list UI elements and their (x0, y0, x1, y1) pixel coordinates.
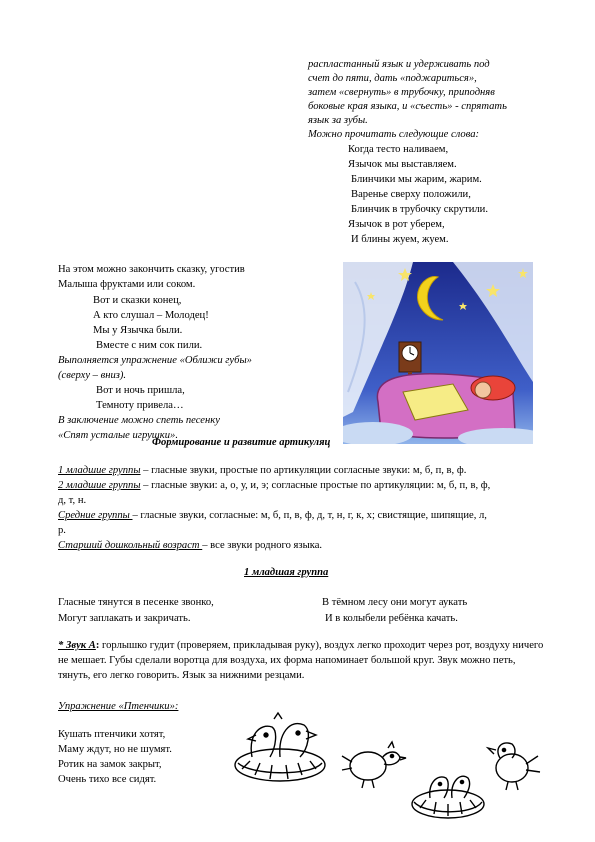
poem-line: Вот и сказки конец, (93, 295, 182, 306)
bird-illustration (482, 736, 544, 792)
poem-line: Темноту привела… (96, 400, 184, 411)
group-text-cont: р. (58, 525, 66, 536)
poem-line: Когда тесто наливаем, (348, 144, 449, 155)
top-italic-line: Можно прочитать следующие слова: (308, 129, 480, 140)
poem-line: А кто слушал – Молодец! (93, 310, 209, 321)
group-text: – гласные звуки, согласные: м, б, п, в, ф, д, т, н, г, к, х; свистящие, шипящие, л, (132, 510, 487, 521)
bird-illustration (338, 740, 408, 790)
group-label: 1 младшие группы (58, 465, 141, 476)
sound-a-paragraph (58, 638, 546, 683)
poem-line: Вот и ночь пришла, (96, 385, 185, 396)
group-text-cont: д, т, н. (58, 495, 87, 506)
group-item (58, 539, 322, 552)
poem-line: Мы у Язычка были. (93, 325, 183, 336)
vowels-line: В тёмном лесу они могут аукать (322, 597, 468, 608)
intro-line: На этом можно закончить сказку, угостив (58, 264, 245, 275)
intro-line: Малыша фруктами или соком. (58, 279, 196, 290)
chicks-line: Ротик на замок закрыт, (58, 759, 162, 770)
section-heading: Формирование и развитие артикуляц (152, 437, 331, 448)
group-item (58, 509, 487, 522)
exercise-title: Упражнение «Птенчики»: (58, 701, 179, 712)
sound-a-text: горлышко гудит (проверяем, прикладывая руку), воздух легко проходит через рот, воздуху ничего не мешает. Губы сделали воротца для воздуха, их форма напоминает большой круг. Звук можно петь, тянуть, его легко говорить. Язык за нижними резцами. (58, 640, 544, 681)
subheading: 1 младшая группа (244, 567, 329, 578)
vowels-line: Могут заплакать и закричать. (58, 613, 191, 624)
poem-line: Варенье сверху положили, (351, 189, 471, 200)
exercise-line: (сверху – вниз). (58, 370, 127, 381)
sound-a-label: * Звук А (58, 640, 96, 651)
top-italic-line: затем «свернуть» в трубочку, приподняв (308, 87, 495, 98)
group-text: – гласные звуки, простые по артикуляции согласные звуки: м, б, п, в, ф. (140, 465, 467, 476)
birds-nest-illustration (408, 760, 488, 822)
chicks-line: Маму ждут, но не шумят. (58, 744, 172, 755)
vowels-line: И в колыбели ребёнка качать. (325, 613, 458, 624)
group-text: – все звуки родного языка. (202, 540, 323, 551)
vowels-line: Гласные тянутся в песенке звонко, (58, 597, 214, 608)
sound-a-colon: : (95, 640, 100, 651)
top-italic-line: счет до пяти, дать «поджариться», (308, 73, 477, 84)
night-bed-illustration (343, 262, 533, 444)
group-item (58, 464, 466, 477)
poem-line: Блинчики мы жарим, жарим. (351, 174, 482, 185)
poem-line: Язычок в рот уберем, (348, 219, 445, 230)
group-item (58, 479, 490, 492)
song-line: «Спят усталые игрушки». (58, 430, 178, 441)
chicks-line: Кушать птенчики хотят, (58, 729, 166, 740)
poem-line: Вместе с ним сок пили. (96, 340, 203, 351)
poem-line: И блины жуем, жуем. (351, 234, 449, 245)
top-italic-line: язык за зубы. (308, 115, 368, 126)
chicks-line: Очень тихо все сидят. (58, 774, 157, 785)
poem-line: Язычок мы выставляем. (348, 159, 457, 170)
top-italic-line: распластанный язык и удерживать под (308, 59, 490, 70)
birds-nest-illustration (230, 705, 330, 785)
poem-line: Блинчик в трубочку скрутили. (351, 204, 488, 215)
group-label: 2 младшие группы (58, 480, 141, 491)
group-label: Средние группы (58, 510, 133, 521)
group-label: Старший дошкольный возраст (58, 540, 203, 551)
top-italic-line: боковые края языка, и «съесть» - спрятать (308, 101, 507, 112)
exercise-line: Выполняется упражнение «Оближи губы» (58, 355, 252, 366)
group-text: – гласные звуки: а, о, у, и, э; согласные простые по артикуляции: м, б, п, в, ф, (140, 480, 491, 491)
song-line: В заключение можно спеть песенку (58, 415, 220, 426)
